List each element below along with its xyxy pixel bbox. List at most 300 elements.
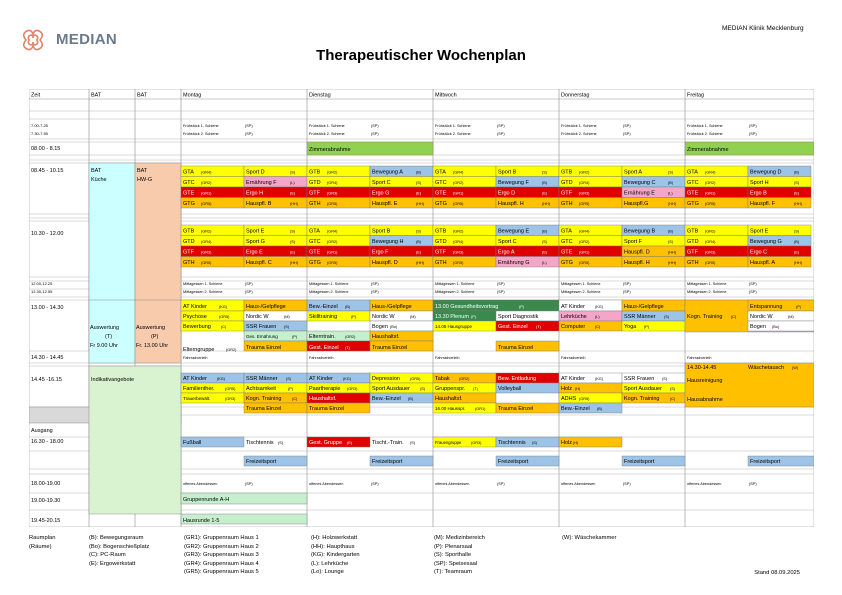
- mittag-text: (SP): [749, 282, 757, 286]
- activity-name: Bewegung G: [750, 239, 782, 245]
- act: (T): [536, 325, 541, 329]
- auswertung-label: Fr. 13.00 Uhr: [136, 343, 169, 349]
- eve: (S): [532, 441, 538, 445]
- activity-name: Bewegung A: [372, 169, 403, 176]
- legend-entry: (GR1): Gruppenraum Haus 1: [184, 535, 259, 541]
- col-header-day: Dienstag: [309, 92, 331, 99]
- gt-room: (GR5): [705, 261, 716, 265]
- gt-group: GTD: [183, 239, 195, 245]
- abendessen-text: (SP): [749, 482, 757, 486]
- gt-room: (GR4): [453, 240, 464, 244]
- abendessen-text: (SP): [371, 482, 379, 486]
- ind: 14.30-14.45: [687, 365, 717, 371]
- mittag-text: Mittagessen 2. Schiene: [435, 290, 475, 294]
- act: Nordic W: [372, 314, 395, 320]
- activity-name: Sport E: [246, 228, 265, 235]
- clinic-name: MEDIAN Klinik Mecklenburg: [722, 25, 804, 32]
- act: Haushaltsf.: [372, 334, 400, 340]
- gt-room: (GR2): [327, 240, 338, 244]
- time-label: Ausgang: [31, 428, 53, 434]
- legend-entry: (Lo): Lounge: [311, 569, 344, 575]
- gt-room: (GR2): [453, 181, 464, 185]
- ind: Wäschetausch: [748, 365, 785, 371]
- activity-name: Ergo F: [372, 249, 389, 256]
- mittag-text: Mittagessen 1. Schiene: [183, 282, 223, 286]
- act: (C): [731, 315, 737, 319]
- ind: (S): [662, 377, 668, 381]
- activity-room: (B): [794, 240, 800, 244]
- gt-group: GTB: [183, 228, 195, 235]
- ind: (GR3): [347, 387, 358, 391]
- ind: (GR5): [225, 387, 236, 391]
- activity-name: Sport H: [750, 180, 769, 186]
- eve: Tischt.-Train.: [372, 440, 404, 446]
- fruehstueck-text: (SP): [497, 132, 505, 136]
- bat-label: HW-G: [137, 177, 153, 183]
- gt-group: GTF: [309, 190, 320, 197]
- activity-name: Bewegung E: [498, 228, 530, 235]
- act: SSR Männer: [624, 314, 656, 320]
- activity-room: (S): [416, 229, 422, 234]
- ind: Gruppenspr.: [435, 386, 466, 392]
- legend-entry: (GR4): Gruppenraum Haus 4: [184, 560, 259, 567]
- fruehstueck-text: (SP): [371, 132, 379, 136]
- eve: Freizeitsport: [372, 459, 403, 465]
- act: (B): [345, 305, 351, 309]
- legend-entry: (Bo): Bogenschießplatz: [89, 543, 150, 550]
- mittag-text: (SP): [245, 290, 253, 294]
- act: (P): [796, 305, 802, 309]
- act: (KG): [595, 305, 604, 309]
- activity-room: (HH): [290, 202, 299, 206]
- mittag-text: (SP): [371, 290, 379, 294]
- gt-group: GTA: [183, 169, 194, 176]
- gt-room: (GR3): [579, 191, 590, 196]
- act: Haus-/Gelpflege: [246, 304, 286, 310]
- activity-room: (S): [794, 229, 800, 234]
- gt-room: (GR4): [453, 170, 464, 175]
- activity-name: Ergo G: [372, 190, 390, 197]
- activity-name: Bewegung D: [750, 169, 782, 176]
- gt-group: GTA: [309, 228, 320, 235]
- fruehstueck-text: (SP): [623, 132, 631, 136]
- ind: AT Kinder: [561, 376, 585, 382]
- fruehstueck-text: Frühstück 1. Schiene: [183, 124, 219, 128]
- gt-group: GTG: [687, 201, 699, 207]
- fahrradverleih-text: Fahrradverleih: [309, 356, 334, 360]
- activity-name: Hauspfl. H: [498, 201, 524, 207]
- gt-group: GTH: [561, 201, 573, 207]
- ind: SSR Männer: [246, 376, 278, 382]
- act: Lehrküche: [561, 314, 587, 320]
- time-label: 19.45-20.15: [31, 518, 61, 524]
- mittag-text: (SP): [245, 282, 253, 286]
- fruehstueck-text: (SP): [749, 132, 757, 136]
- gt-group: GTG: [183, 201, 195, 207]
- zimmerabnahme-text: Zimmerabnahme: [687, 147, 729, 153]
- act: Nordic W: [246, 314, 269, 320]
- act: (P): [471, 315, 477, 319]
- gt-room: (GR4): [579, 229, 590, 234]
- gt-room: (GR2): [705, 181, 716, 185]
- activity-room: (S): [416, 181, 422, 185]
- gt-group: GTD: [309, 180, 321, 186]
- room-legend: [29, 534, 814, 584]
- ind: Kogn. Training: [624, 396, 660, 402]
- activity-name: Bewegung H: [372, 239, 404, 245]
- act: Bogen: [372, 324, 388, 330]
- auswertung-t-block: [89, 300, 135, 363]
- act: Elterngruppe: [183, 347, 215, 353]
- fruehstueck-text: Frühstück 2. Schiene: [183, 132, 219, 136]
- act: Elterntrain.: [309, 334, 336, 340]
- gt-room: (GR4): [327, 181, 338, 185]
- gt-group: GTC: [183, 180, 195, 186]
- indikativ-label: Indikativangebote: [91, 377, 135, 383]
- ind: Bew. Entladung: [498, 376, 537, 382]
- gt-group: GTG: [435, 201, 447, 207]
- auswertung-label: Auswertung: [90, 325, 120, 331]
- activity-room: (S): [290, 170, 296, 175]
- ind: (T): [473, 387, 478, 391]
- act: (M): [284, 315, 290, 319]
- col-header-zeit: Zeit: [31, 92, 41, 99]
- act: Yoga: [624, 324, 637, 330]
- legend-entry: (B): Bewegungsraum: [89, 535, 144, 541]
- fruehstueck-text: Frühstück 1. Schiene: [309, 124, 345, 128]
- col-header-day: Freitag: [687, 92, 705, 99]
- activity-room: (HH): [794, 261, 803, 265]
- activity-name: Ernährung F: [246, 180, 277, 186]
- ind: SSR Frauen: [624, 376, 655, 382]
- act: 13.00 Gesundheitsvortrag: [435, 304, 499, 310]
- activity-room: (S): [794, 181, 800, 185]
- act: (KG): [219, 305, 228, 309]
- zimmerabnahme-text: Zimmerabnahme: [309, 147, 351, 153]
- activity-room: (B): [794, 170, 800, 175]
- gt-group: GTA: [687, 169, 698, 176]
- gt-room: (GR5): [579, 202, 590, 206]
- ind: (B): [597, 407, 603, 411]
- ind: (C): [670, 397, 676, 401]
- ind: Haushaltsf.: [309, 396, 337, 402]
- ind: (S): [670, 387, 676, 391]
- ind: Depression: [372, 376, 400, 382]
- gt-room: (GR4): [327, 229, 338, 234]
- gt-room: (GR1): [327, 250, 338, 255]
- act: (GR2): [345, 335, 356, 339]
- gt-room: (GR2): [201, 181, 212, 185]
- col-header-bat: BAT: [137, 92, 148, 99]
- ind: Familienther.: [183, 386, 215, 392]
- act: (Bo): [772, 325, 780, 329]
- gt-room: (GR5): [201, 202, 212, 206]
- act: (C): [595, 325, 601, 329]
- ind: (H): [575, 387, 581, 391]
- ind: (S): [420, 387, 426, 391]
- fahrradverleih-text: Fahrradverleih: [687, 356, 712, 360]
- gt-group: GTG: [309, 260, 321, 266]
- activity-room: (B): [416, 240, 422, 244]
- indikativ-block: [89, 366, 181, 514]
- act: Haus-/Gelpflege: [372, 304, 412, 310]
- fruehstueck-text: (SP): [623, 124, 631, 128]
- legend-entry: (M): Medizinbereich: [434, 535, 485, 541]
- activity-name: Ergo H: [246, 190, 264, 197]
- legend-entry: (T): Teamraum: [434, 569, 472, 575]
- activity-name: Ernährung G: [498, 260, 530, 266]
- gt-room: (GR2): [579, 170, 590, 175]
- act: (GR5): [219, 315, 230, 319]
- activity-room: (HH): [668, 250, 677, 255]
- ind: ADHS: [561, 396, 577, 402]
- act: Gest. Einzel: [498, 324, 528, 330]
- legend-entry: (KG): Kindergarten: [311, 552, 360, 558]
- time-label: 12.00-12.25: [31, 281, 53, 286]
- activity-name: Bewegung B: [624, 228, 656, 235]
- gt-group: GTH: [309, 201, 321, 207]
- act: AT Kinder: [561, 304, 585, 310]
- activity-name: Bewegung F: [498, 180, 529, 186]
- gt-group: GTB: [561, 169, 573, 176]
- auswertung-p-block: [135, 300, 181, 363]
- gt-room: (GR2): [327, 170, 338, 175]
- gt-room: (GR5): [705, 202, 716, 206]
- mittag-text: (SP): [623, 282, 631, 286]
- time-label: 08.00 - 8.15: [31, 146, 61, 152]
- time-label: 12.30-12.55: [31, 289, 53, 294]
- time-label: 14.45 -16.15: [31, 377, 62, 383]
- mittag-text: Mittagessen 2. Schiene: [183, 290, 223, 294]
- auswertung-label: (P): [151, 334, 159, 340]
- fruehstueck-text: (SP): [749, 124, 757, 128]
- legend-entry: (W): Wäschekammer: [562, 535, 617, 541]
- schedule-table: [29, 89, 814, 527]
- gt-group: GTE: [435, 190, 447, 197]
- fruehstueck-text: Frühstück 2. Schiene: [435, 132, 471, 136]
- gt-group: GTC: [561, 239, 573, 245]
- act: (T): [345, 346, 350, 350]
- fruehstueck-text: (SP): [245, 132, 253, 136]
- mittag-text: (SP): [623, 290, 631, 294]
- activity-room: (HH): [542, 202, 551, 206]
- col-header-bat: BAT: [91, 92, 102, 99]
- ind: Achtsamkeit: [246, 386, 276, 392]
- activity-room: (E): [542, 191, 548, 196]
- abendessen-text: offenes Abendessen: [435, 482, 470, 486]
- abendessen-text: offenes Abendessen: [687, 482, 722, 486]
- gt-room: (GR3): [453, 250, 464, 255]
- gt-room: (GR1): [705, 191, 716, 196]
- activity-name: Hauspfl.G: [624, 201, 649, 207]
- gt-room: (GR5): [327, 261, 338, 265]
- activity-name: Ergo D: [498, 190, 516, 197]
- gruppenrunde-text: Gruppenrunde A-H: [183, 497, 230, 503]
- logo-text: MEDIAN: [56, 31, 117, 48]
- time-label: 19.00-19.30: [31, 498, 61, 504]
- legend-col-4: [434, 534, 485, 577]
- gt-group: GTB: [309, 169, 321, 176]
- ind: (KG): [217, 377, 226, 381]
- mittag-text: Mittagessen 1. Schiene: [561, 282, 601, 286]
- legend-col-1: [89, 534, 149, 568]
- legend-entry: (E): Ergowerkstatt: [89, 560, 136, 567]
- act: (P): [519, 305, 525, 309]
- legend-col-3: [311, 534, 360, 577]
- ind: Paartherapie: [309, 386, 341, 392]
- act: 13.30 Plenum: [435, 314, 469, 320]
- act: Trauma Einzel: [498, 345, 534, 351]
- gt-group: GTB: [687, 228, 699, 235]
- activity-name: Hauspfl. H: [624, 260, 650, 266]
- activity-name: Sport F: [624, 239, 643, 245]
- col-header-day: Mittwoch: [435, 92, 457, 99]
- time-label: 18.00-19.00: [31, 481, 61, 487]
- fahrradverleih-text: Fahrradverleih: [561, 356, 586, 360]
- act: (P): [292, 335, 298, 339]
- legend-entry: (C): PC-Raum: [89, 552, 126, 558]
- fahrradverleih-text: Fahrradverleih: [183, 356, 208, 360]
- act: Haus-/Gelpflege: [624, 304, 664, 310]
- activity-room: (E): [542, 250, 548, 255]
- gt-room: (GR4): [705, 240, 716, 244]
- legend-label: [29, 534, 55, 551]
- gt-group: GTB: [435, 228, 447, 235]
- bat-label: BAT: [91, 168, 102, 174]
- gt-group: GTF: [687, 249, 698, 256]
- activity-room: (E): [290, 250, 296, 255]
- gt-group: GTE: [309, 249, 321, 256]
- act: (P): [644, 325, 650, 329]
- ind: AT Kinder: [183, 376, 207, 382]
- gt-group: GTH: [687, 260, 699, 266]
- activity-room: (B): [668, 229, 674, 234]
- act: Gest. Einzel: [309, 345, 339, 351]
- gt-group: GTH: [183, 260, 195, 266]
- ind: Bew.-Einzel: [561, 406, 590, 412]
- activity-name: Ergo A: [498, 249, 515, 256]
- act: SSR Frauen: [246, 324, 277, 330]
- gt-group: GTA: [561, 228, 572, 235]
- ind: AT Kinder: [309, 376, 333, 382]
- activity-name: Ergo C: [750, 249, 768, 256]
- act: (GR2): [226, 348, 237, 352]
- act: 14.05 Hausgruppe: [435, 324, 473, 329]
- eve: Tischtennis: [498, 440, 526, 446]
- weekly-schedule: [29, 89, 814, 527]
- activity-name: Bewegung C: [624, 180, 656, 186]
- ind: Haushaltsf.: [435, 396, 463, 402]
- activity-name: Hauspfl. B: [246, 201, 272, 207]
- fruehstueck-text: Frühstück 1. Schiene: [561, 124, 597, 128]
- gt-room: (GR5): [327, 202, 338, 206]
- mittag-text: Mittagessen 1. Schiene: [309, 282, 349, 286]
- act: Nordic W: [750, 314, 773, 320]
- legend-label-2: (Räume): [29, 543, 52, 550]
- time-label: 7.30-7.55: [31, 131, 48, 136]
- abendessen-text: offenes Abendessen: [183, 482, 218, 486]
- gt-group: GTE: [561, 249, 573, 256]
- eve: Freizeitsport: [498, 459, 529, 465]
- abendessen-text: (SP): [623, 482, 631, 486]
- activity-name: Hauspfl. D: [624, 249, 650, 256]
- activity-name: Sport A: [624, 169, 643, 176]
- activity-room: (HH): [668, 261, 677, 265]
- ind: Sport Ausdauer: [624, 386, 662, 392]
- time-label: 13.00 - 14.30: [31, 305, 64, 311]
- eve: (S): [410, 441, 416, 445]
- gt-room: (GR5): [579, 261, 590, 265]
- eve: Freizeitsport: [246, 459, 277, 465]
- ind: (GR3): [225, 397, 236, 401]
- time-label: 10.30 - 12.00: [31, 231, 64, 237]
- time-label: 14.30 - 14.45: [31, 355, 64, 361]
- act: Entspannung: [750, 304, 783, 310]
- act: Trauma Einzel: [246, 345, 282, 351]
- mittag-text: Mittagessen 1. Schiene: [435, 282, 475, 286]
- stand-date: Stand 08.09.2025: [754, 570, 800, 576]
- legend-col-2: [184, 534, 259, 577]
- ind: Volleyball: [498, 386, 522, 392]
- abendessen-text: offenes Abendessen: [561, 482, 596, 486]
- activity-room: (L): [668, 191, 673, 196]
- fruehstueck-text: Frühstück 2. Schiene: [309, 132, 345, 136]
- fruehstueck-text: Frühstück 1. Schiene: [687, 124, 723, 128]
- ind: Hausabnahme: [687, 397, 723, 403]
- act: (S): [664, 315, 670, 319]
- act: Bew.-Einzel: [309, 304, 338, 310]
- act: AT Kinder: [183, 304, 207, 310]
- activity-room: (E): [794, 191, 800, 196]
- gt-room: (GR2): [453, 229, 464, 234]
- abendessen-text: (SP): [497, 482, 505, 486]
- gt-room: (GR3): [705, 250, 716, 255]
- legend-entry: (GR3): Gruppenraum Haus 3: [184, 552, 259, 558]
- time-label: 7.00-7.25: [31, 123, 48, 128]
- ind: Sport Ausdauer: [372, 386, 410, 392]
- time-label: 08.45 - 10.15: [31, 168, 64, 174]
- gt-room: (GR1): [201, 191, 212, 196]
- ind: (S): [286, 377, 292, 381]
- legend-entry: (S): Sporthalle: [434, 552, 472, 558]
- activity-room: (HH): [290, 261, 299, 265]
- act: Psychose: [183, 314, 207, 320]
- fruehstueck-text: (SP): [371, 124, 379, 128]
- activity-name: Sport C: [372, 180, 391, 186]
- activity-room: (S): [290, 229, 296, 234]
- activity-room: (L): [542, 261, 547, 265]
- ind: Trauerbewält.: [183, 396, 211, 401]
- ind: (C): [292, 397, 298, 401]
- gt-room: (GR3): [327, 191, 338, 196]
- eve: (E): [347, 441, 353, 445]
- time-label: 16.30 - 18.00: [31, 439, 64, 445]
- ind: (B): [408, 397, 414, 401]
- gt-room: (GR3): [201, 250, 212, 255]
- activity-name: Ernährung E: [624, 190, 655, 197]
- activity-name: Hauspfl. E: [372, 201, 398, 207]
- act: Bogen: [750, 324, 766, 330]
- gt-room: (GR5): [453, 261, 464, 265]
- legend-entry: (GR2): Gruppenraum Haus 2: [184, 543, 259, 550]
- act: Skilltraining: [309, 314, 338, 320]
- gt-room: (GR2): [705, 229, 716, 234]
- fahrradverleih-text: Fahrradverleih: [435, 356, 460, 360]
- gt-group: GTA: [435, 169, 446, 176]
- ind: (P): [288, 387, 294, 391]
- activity-room: (B): [416, 170, 422, 175]
- mittag-text: Mittagessen 2. Schiene: [561, 290, 601, 294]
